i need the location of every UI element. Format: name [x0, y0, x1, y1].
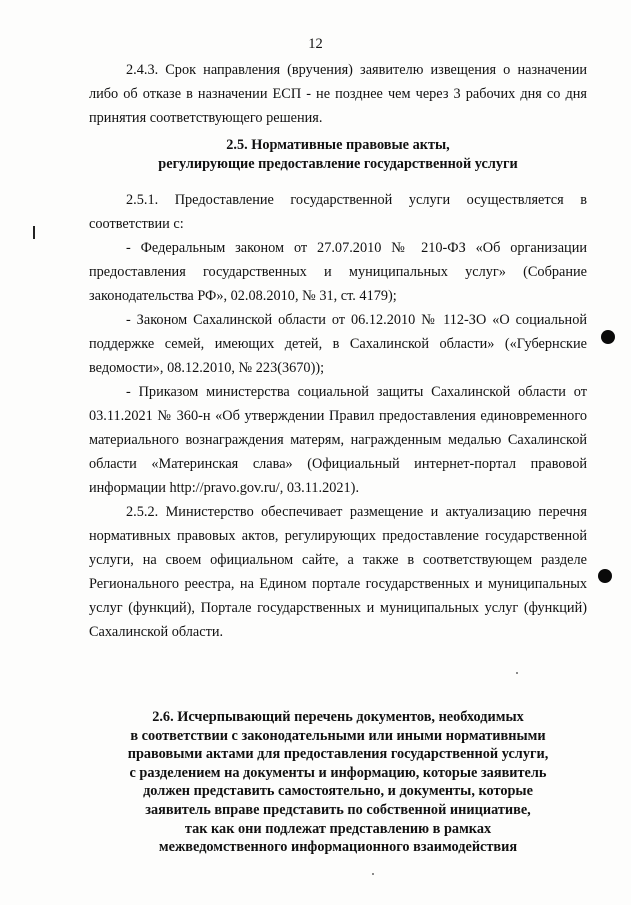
section-2-5-heading [89, 136, 587, 174]
page-number: 12 [308, 36, 323, 52]
section-2-6-heading [89, 708, 587, 857]
paragraph-2-5-2: 2.5.2. Министерство обеспечивает размещение и актуализацию перечня нормативных правовых актов, регулирующих предоставление государственной услуги, на своем официальном сайте, а также в соответствующем разделе Регионального реестра, на Едином портале государственных и муниципальных услуг (функций), Портале государственных и муниципальных услуг (функций) Сахалинской области. [89, 504, 587, 640]
scan-speck [372, 873, 374, 875]
scan-speck [516, 672, 518, 674]
heading-line: межведомственного информационного взаимодействия [158, 839, 518, 856]
punch-hole-mark [598, 569, 612, 583]
heading-line: должен представить самостоятельно, и документы, которые [143, 783, 533, 800]
heading-line: с разделением на документы и информацию, которые заявитель [129, 764, 547, 781]
heading-line: 2.5. Нормативные правовые акты, [226, 137, 450, 153]
legal-act-item: - Федеральным законом от 27.07.2010 № 210-ФЗ «Об организации предоставления государственных и муниципальных услуг» (Собрание законодательства РФ», 02.08.2010, № 31, ст. 4179); [89, 240, 587, 304]
paragraph-2-4-3: 2.4.3. Срок направления (вручения) заявителю извещения о назначении либо об отказе в назначении ЕСП - не позднее чем через 3 рабочих дня со дня принятия соответствующего решения. [89, 62, 587, 126]
document-body [89, 58, 587, 644]
legal-act-item: - Законом Сахалинской области от 06.12.2010 № 112-ЗО «О социальной поддержке семей, имеющих детей, в Сахалинской области» («Губернские ведомости», 08.12.2010, № 223(3670)); [89, 312, 587, 376]
heading-line: регулирующие предоставление государственной услуги [158, 156, 518, 172]
legal-act-item: - Приказом министерства социальной защиты Сахалинской области от 03.11.2021 № 360-н «Об утверждении Правил предоставления единовременного материального вознаграждения матерям, награжденным медалью Сахалинской области «Материнская слава» (Официальный интернет-портал правовой информации http://pravo.gov.ru/, 03.11.2021). [89, 384, 587, 496]
paragraph-2-5-1: 2.5.1. Предоставление государственной услуги осуществляется в соответствии с: [89, 192, 587, 232]
margin-mark [33, 226, 35, 239]
heading-line: 2.6. Исчерпывающий перечень документов, необходимых [152, 709, 524, 725]
punch-hole-mark [601, 330, 615, 344]
heading-line: в соответствии с законодательными или иными нормативными [130, 727, 546, 744]
heading-line: правовыми актами для предоставления государственной услуги, [127, 746, 549, 763]
heading-line: заявитель вправе представить по собственной инициативе, [145, 801, 531, 818]
heading-line: так как они подлежат представлению в рамках [184, 820, 492, 837]
